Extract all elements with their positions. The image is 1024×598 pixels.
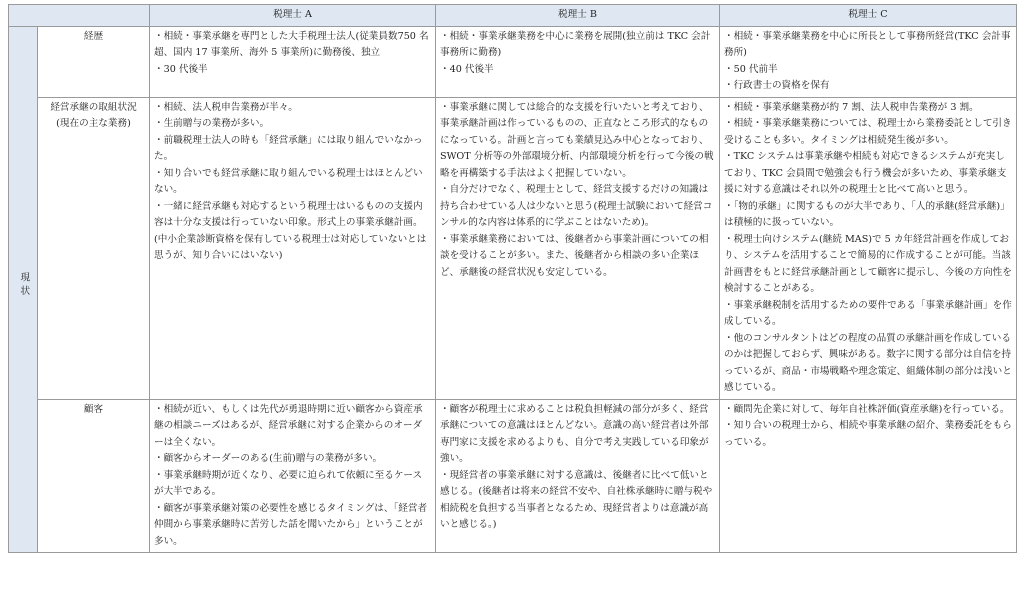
cell-text: ・「物的承継」に関するものが大半であり、「人的承継(経営承継)」は積極的に扱っていない。	[724, 200, 1010, 228]
cell-text: ・事業承継時期が近くなり、必要に迫られて依頼に至るケースが大半である。	[154, 469, 423, 497]
cell-text: ・TKC システムは事業承継や相続も対応できるシステムが充実しており、TKC 会員間で勉強会も行う機会が多いため、事業承継支援に対する意識はそれ以外の税理士と比べて高いと思う。	[724, 151, 1007, 195]
cell-text: ・行政書士の資格を保有	[724, 80, 830, 91]
category-label: 経営承継の取組状況	[50, 101, 137, 113]
category-cell	[38, 399, 150, 553]
cell-text: ・事業承継に関しては総合的な支援を行いたいと考えており、事業承継計画は作っているものの、正直なところ形式的なものになっている。計画と言っても業績見込み中心となっており、SWOT 分析等の外部環境分析、内部環境分析を行って今後の戦略を再構築する手法はよく把握していない。	[440, 101, 714, 179]
cell-text: ・相続が近い、もしくは先代が勇退時期に近い顧客から資産承継の相談ニーズはあるが、経営承継に対する企業からのオーダーは全くない。	[154, 403, 423, 448]
cell-text: ・相続・事業承継業務については、税理士から業務委託として引き受けることも多い。タイミングは相続発生後が多い。	[724, 118, 1012, 146]
cell-text: ・自分だけでなく、税理士として、経営支援するだけの知識は持ち合わせている人は少ないと思う(税理士試験において経営コンサル的な内容は体系的に学ぶことはないため)。	[440, 184, 713, 228]
cell-text: ・30 代後半	[154, 63, 208, 75]
cell-text: ・他のコンサルタントはどの程度の品質の承継計画を作成しているのかは把握しておらず、興味がある。数字に関する部分は自信を持っているが、商品・市場戦略や理念策定、組織体制の部分は浅いと感じている。	[724, 332, 1012, 393]
table-row	[9, 97, 1017, 399]
cell-text: ・生前贈与の業務が多い。	[154, 118, 270, 129]
header-corner	[9, 5, 150, 27]
cell-text: ・相続、法人税申告業務が半々。	[154, 101, 298, 113]
cell-a	[150, 26, 436, 97]
cell-text: ・顧問先企業に対して、毎年自社株評価(資産承継)を行っている。	[724, 403, 1010, 415]
cell-text: ・事業承継税制を活用するための要件である「事業承継計画」を作成している。	[724, 299, 1012, 327]
cell-a	[150, 399, 436, 553]
cell-text: ・前職税理士法人の時も「経営承継」には取り組んでいなかった。	[154, 134, 423, 162]
cell-b	[436, 97, 720, 399]
category-cell	[38, 97, 150, 399]
header-row	[9, 5, 1017, 27]
cell-text: ・顧客が事業承継対策の必要性を感じるタイミングは、「経営者仲間から事業承継時に苦労した話を聞いたから」ということが多い。	[154, 502, 428, 547]
cell-c	[720, 26, 1017, 97]
cell-c	[720, 399, 1017, 553]
cell-b	[436, 26, 720, 97]
category-label: 顧客	[83, 403, 104, 415]
cell-text: ・知り合いの税理士から、相続や事業承継の紹介、業務委託をもらっている。	[724, 420, 1012, 448]
category-cell	[38, 26, 150, 97]
cell-text: ・相続・事業承継を専門とした大手税理士法人(従業員数750 名超、国内 17 事業所、海外 5 事業所)に勤務後、独立	[154, 30, 429, 58]
cell-text: ・税理士向けシステム(継続 MAS)で 5 カ年経営計画を作成しており、システムを活用することで簡易的に作成することが可能。当該計画書をもとに経営承継計画として顧客に提示し、今後の方向性を検討することがある。	[724, 233, 1012, 294]
column-header-b: 税理士 B	[436, 5, 720, 27]
category-label: 経歴	[83, 30, 104, 42]
cell-text: ・40 代後半	[440, 63, 494, 75]
cell-text: ・相続・事業承継業務が約 7 割、法人税申告業務が 3 割。	[724, 101, 979, 113]
comparison-table	[8, 4, 1017, 553]
column-header-a: 税理士 A	[150, 5, 436, 27]
cell-text: ・50 代前半	[724, 63, 778, 75]
cell-text: ・顧客が税理士に求めることは税負担軽減の部分が多く、経営承継についての意識はほとんどない。意識の高い経営者は外部専門家に支援を求めるよりも、自分で考え実践している印象が強い。	[440, 403, 709, 464]
cell-text: ・顧客からオーダーのある(生前)贈与の業務が多い。	[154, 453, 383, 464]
cell-text: ・現経営者の事業承継に対する意識は、後継者に比べて低いと感じる。(後継者は将来の経営不安や、自社株承継時に贈与税や相続税を負担する当事者となるため、現経営者よりは意識が高いと感じる。)	[440, 469, 713, 530]
table-row	[9, 399, 1017, 553]
category-sublabel: (現在の主な業務)	[56, 118, 131, 129]
cell-text: ・相続・事業承継業務を中心に業務を展開(独立前は TKC 会計事務所に勤務)	[440, 30, 711, 58]
table-row	[9, 26, 1017, 97]
column-header-c: 税理士 C	[720, 5, 1017, 27]
cell-text: ・知り合いでも経営承継に取り組んでいる税理士はほとんどいない。	[154, 167, 423, 195]
cell-text: ・相続・事業承継業務を中心に所長として事務所経営(TKC 会計事務所)	[724, 30, 1011, 58]
cell-text: ・一緒に経営承継も対応するという税理士はいるものの支援内容は十分な支援は行っていない印象。形式上の事業承継計画。(中小企業診断資格を保有している税理士は対応していないとは思うが、知り合いにはいない)	[154, 200, 427, 261]
cell-text: ・事業承継業務においては、後継者から事業計画についての相談を受けることが多い。また、後継者から相談の多い企業ほど、承継後の経営状況も安定している。	[440, 233, 709, 278]
side-label: 現状	[18, 272, 30, 300]
side-label-cell	[9, 26, 38, 553]
cell-a	[150, 97, 436, 399]
cell-c	[720, 97, 1017, 399]
cell-b	[436, 399, 720, 553]
